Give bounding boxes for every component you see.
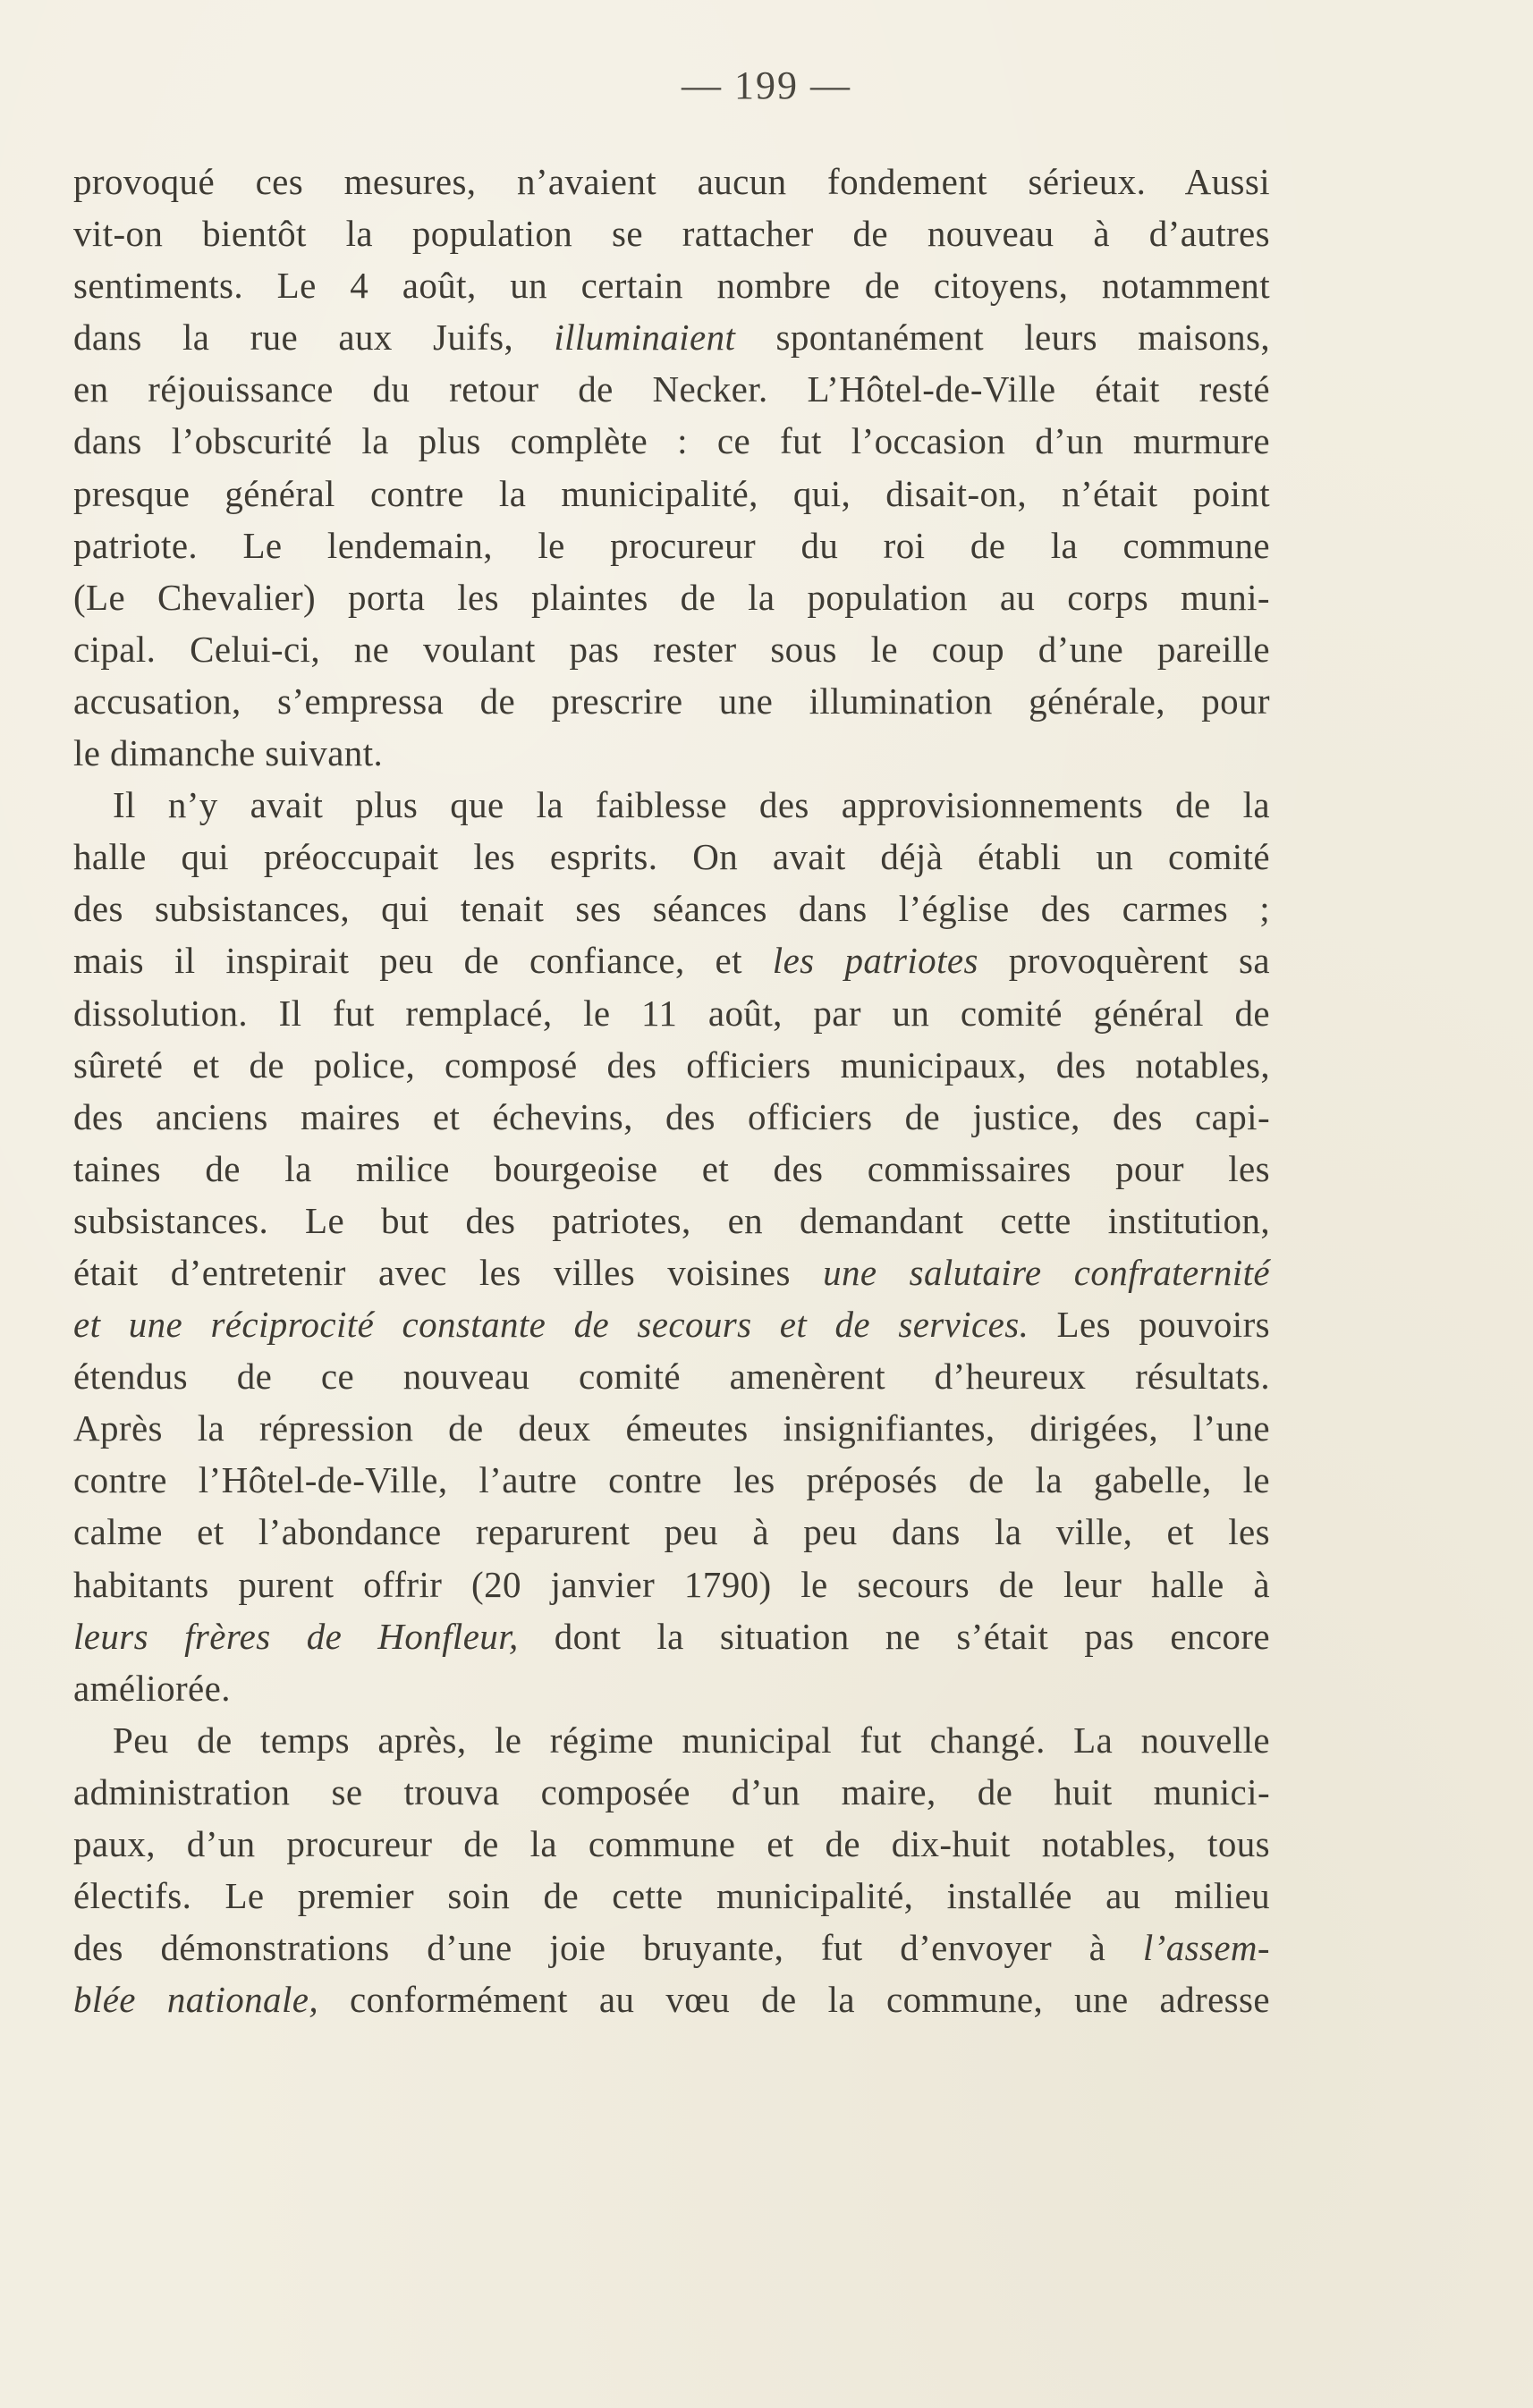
text-line bbox=[73, 259, 1270, 311]
text-segment: était d’entretenir avec les villes voisines bbox=[73, 1251, 824, 1293]
italic-text: l’assem- bbox=[1142, 1927, 1270, 1969]
text-line bbox=[73, 311, 1270, 363]
text-segment: Il n’y avait plus que la faiblesse des approvisionnements de la bbox=[113, 784, 1270, 826]
text-segment: des anciens maires et échevins, des officiers de justice, des capi- bbox=[73, 1095, 1270, 1137]
text-line bbox=[73, 571, 1270, 623]
text-segment: vit-on bientôt la population se rattacher de nouveau à d’autres bbox=[73, 213, 1270, 255]
text-segment: mais il inspirait peu de confiance, et bbox=[73, 940, 773, 982]
text-segment: provoquèrent sa bbox=[978, 940, 1270, 982]
text-segment: administration se trouva composée d’un maire, de huit munici- bbox=[73, 1770, 1270, 1812]
text-line bbox=[73, 883, 1270, 934]
text-segment: électifs. Le premier soin de cette municipalité, installée au milieu bbox=[73, 1875, 1270, 1917]
text-segment: taines de la milice bourgeoise et des commissaires pour les bbox=[73, 1147, 1270, 1189]
text-line bbox=[73, 1559, 1270, 1610]
text-line bbox=[73, 934, 1270, 986]
italic-text: les patriotes bbox=[772, 940, 978, 982]
text-segment: calme et l’abondance reparurent peu à peu dans la ville, et les bbox=[73, 1511, 1270, 1553]
text-line bbox=[73, 1766, 1270, 1818]
text-segment: dont la situation ne s’était pas encore bbox=[518, 1615, 1270, 1657]
text-line bbox=[73, 1610, 1270, 1662]
italic-text: et une réciprocité constante de secours et de services. bbox=[73, 1304, 1029, 1346]
text-segment: halle qui préoccupait les esprits. On avait déjà établi un comité bbox=[73, 836, 1270, 878]
text-line bbox=[73, 831, 1270, 883]
text-line bbox=[73, 1818, 1270, 1870]
text-line bbox=[73, 727, 1270, 779]
text-segment: dans la rue aux Juifs, bbox=[73, 317, 555, 359]
text-segment: Peu de temps après, le régime municipal fut changé. La nouvelle bbox=[113, 1719, 1270, 1761]
text-segment: sentiments. Le 4 août, un certain nombre de citoyens, notamment bbox=[73, 265, 1270, 307]
text-segment: le dimanche suivant. bbox=[73, 732, 384, 774]
text-line bbox=[73, 1350, 1270, 1402]
text-line bbox=[73, 1454, 1270, 1506]
text-line bbox=[73, 1973, 1270, 2025]
text-segment: cipal. Celui-ci, ne voulant pas rester sous le coup d’une pareille bbox=[73, 628, 1270, 670]
text-segment: presque général contre la municipalité, qui, disait-on, n’était point bbox=[73, 472, 1270, 514]
text-segment: contre l’Hôtel-de-Ville, l’autre contre les préposés de la gabelle, le bbox=[73, 1459, 1270, 1501]
text-segment: patriote. Le lendemain, le procureur du roi de la commune bbox=[73, 524, 1270, 566]
text-line bbox=[73, 1506, 1270, 1558]
text-line bbox=[73, 1195, 1270, 1246]
text-segment: en réjouissance du retour de Necker. L’Hôtel-de-Ville était resté bbox=[73, 368, 1270, 410]
text-segment: habitants purent offrir (20 janvier 1790) le secours de leur halle à bbox=[73, 1563, 1270, 1605]
text-line bbox=[73, 207, 1270, 259]
text-segment: spontanément leurs maisons, bbox=[735, 317, 1271, 359]
text-line bbox=[73, 1039, 1270, 1091]
text-segment: paux, d’un procureur de la commune et de dix-huit notables, tous bbox=[73, 1823, 1270, 1864]
text-segment: des subsistances, qui tenait ses séances dans l’église des carmes ; bbox=[73, 888, 1270, 930]
text-line bbox=[73, 156, 1270, 207]
text-segment: conformément au vœu de la commune, une adresse bbox=[318, 1979, 1270, 2021]
text-line bbox=[73, 1870, 1270, 1922]
text-line bbox=[73, 1143, 1270, 1195]
text-segment: Les pouvoirs bbox=[1029, 1304, 1270, 1346]
text-line bbox=[73, 1091, 1270, 1143]
text-line bbox=[73, 363, 1270, 415]
page-number: — 199 — bbox=[682, 63, 851, 107]
text-segment: améliorée. bbox=[73, 1667, 231, 1709]
body-text bbox=[73, 156, 1270, 2025]
text-segment: (Le Chevalier) porta les plaintes de la population au corps muni- bbox=[73, 576, 1270, 618]
text-segment: subsistances. Le but des patriotes, en demandant cette institution, bbox=[73, 1199, 1270, 1241]
text-line bbox=[73, 1922, 1270, 1973]
italic-text: illuminaient bbox=[554, 317, 736, 359]
text-line bbox=[73, 1402, 1270, 1454]
text-line bbox=[73, 623, 1270, 675]
text-segment: dans l’obscurité la plus complète : ce fut l’occasion d’un murmure bbox=[73, 420, 1270, 462]
italic-text: blée nationale, bbox=[73, 1979, 318, 2021]
text-line bbox=[73, 1662, 1270, 1714]
text-segment: étendus de ce nouveau comité amenèrent d’heureux résultats. bbox=[73, 1356, 1270, 1398]
text-segment: provoqué ces mesures, n’avaient aucun fondement sérieux. Aussi bbox=[73, 161, 1270, 202]
text-line bbox=[73, 987, 1270, 1039]
text-line bbox=[73, 1714, 1270, 1766]
text-line bbox=[73, 520, 1270, 571]
text-line bbox=[73, 1246, 1270, 1298]
italic-text: une salutaire confraternité bbox=[823, 1251, 1270, 1293]
text-segment: Après la répression de deux émeutes insignifiantes, dirigées, l’une bbox=[73, 1407, 1270, 1449]
text-segment: des démonstrations d’une joie bruyante, fut d’envoyer à bbox=[73, 1927, 1143, 1969]
text-segment: accusation, s’empressa de prescrire une illumination générale, pour bbox=[73, 680, 1270, 722]
text-line bbox=[73, 675, 1270, 727]
text-line bbox=[73, 415, 1270, 467]
italic-text: leurs frères de Honfleur, bbox=[73, 1615, 519, 1657]
text-segment: dissolution. Il fut remplacé, le 11 août, par un comité général de bbox=[73, 992, 1270, 1034]
text-line bbox=[73, 1298, 1270, 1350]
text-segment: sûreté et de police, composé des officiers municipaux, des notables, bbox=[73, 1043, 1270, 1086]
text-line bbox=[73, 468, 1270, 520]
text-line bbox=[73, 779, 1270, 831]
